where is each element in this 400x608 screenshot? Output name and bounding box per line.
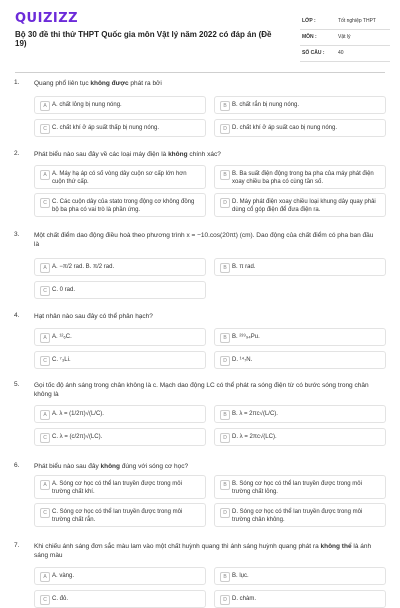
- question-4: [14, 312, 386, 372]
- option-b[interactable]: [214, 567, 386, 585]
- option-c[interactable]: [34, 351, 206, 369]
- option-c[interactable]: [34, 119, 206, 137]
- option-letter: B: [220, 333, 230, 343]
- question-text: Một chất điểm dao động điều hoà theo phương trình x = −10.cos(20πt) (cm). Dao động của chất điểm có pha ban đầu là: [34, 232, 374, 248]
- question-7: [14, 542, 386, 603]
- option-text: C. λ = (c/2π)√(LC).: [52, 434, 103, 440]
- option-a[interactable]: [34, 258, 206, 276]
- option-text: A. −π/2 rad. B. π/2 rad.: [52, 264, 115, 270]
- meta-key: MÔN :: [302, 34, 317, 40]
- option-text: D. ¹⁴₇N.: [232, 357, 253, 363]
- option-text: B. chất rắn bị nung nóng.: [232, 102, 300, 108]
- question-number: 7.: [14, 542, 20, 549]
- option-letter: C: [40, 124, 50, 134]
- option-text: D. Máy phát điện xoay chiều loại khung dây quay phải dùng cổ góp điện để đưa điện ra.: [232, 199, 376, 213]
- question-number: 5.: [14, 381, 20, 388]
- question-5: [14, 381, 386, 451]
- option-b[interactable]: [214, 258, 386, 276]
- option-text: A. Sóng cơ học có thể lan truyền được trong môi trường chất khí.: [52, 481, 182, 495]
- question-text: Gọi tốc độ ánh sáng trong chân không là c. Mạch dao động LC có thể phát ra sóng điện từ có bước sóng trong chân không là: [34, 382, 369, 398]
- option-text: A. ¹²₆C.: [52, 334, 72, 340]
- option-letter: C: [40, 356, 50, 366]
- option-a[interactable]: [34, 567, 206, 585]
- option-letter: A: [40, 170, 50, 180]
- option-letter: A: [40, 572, 50, 582]
- option-text: A. Máy hạ áp có số vòng dây cuộn sơ cấp lớn hơn cuộn thứ cấp.: [52, 171, 187, 185]
- meta-row-class: [300, 14, 390, 30]
- option-text: D. chàm.: [232, 596, 257, 602]
- meta-value: 40: [338, 50, 344, 56]
- option-letter: A: [40, 410, 50, 420]
- question-text: Quang phổ liên tục không được phát ra bởi: [34, 80, 162, 87]
- option-letter: B: [220, 263, 230, 273]
- option-text: C. ⁷₃Li.: [52, 357, 71, 363]
- option-c[interactable]: [34, 503, 206, 527]
- question-1: [14, 79, 386, 139]
- option-d[interactable]: [214, 119, 386, 137]
- meta-table: [300, 14, 390, 62]
- option-b[interactable]: [214, 405, 386, 423]
- option-letter: B: [220, 410, 230, 420]
- option-letter: B: [220, 170, 230, 180]
- header-divider: [15, 72, 385, 73]
- option-text: D. chất khí ở áp suất cao bị nung nóng.: [232, 125, 338, 131]
- option-text: B. Sóng cơ học có thể lan truyền được trong môi trường chất lỏng.: [232, 481, 362, 495]
- option-text: B. π rad.: [232, 264, 256, 270]
- question-number: 1.: [14, 79, 20, 86]
- meta-value: Tốt nghiệp THPT: [338, 18, 376, 24]
- question-text: Phát biểu nào sau đây không đúng với sóng cơ học?: [34, 463, 189, 470]
- question-text: Khi chiếu ánh sáng đơn sắc màu lam vào một chất huỳnh quang thì ánh sáng huỳnh quang phát ra không thể là ánh sáng màu: [34, 543, 372, 559]
- option-d[interactable]: [214, 428, 386, 446]
- option-b[interactable]: [214, 165, 386, 189]
- option-c[interactable]: [34, 193, 206, 217]
- option-text: C. 0 rad.: [52, 287, 76, 293]
- option-text: C. Sóng cơ học có thể lan truyền được trong môi trường chất rắn.: [52, 509, 183, 523]
- option-letter: D: [220, 595, 230, 605]
- option-letter: C: [40, 508, 50, 518]
- option-text: C. đỏ.: [52, 596, 69, 602]
- option-c[interactable]: [34, 281, 206, 299]
- option-letter: C: [40, 595, 50, 605]
- option-c[interactable]: [34, 590, 206, 608]
- document-header: [0, 0, 400, 68]
- option-letter: A: [40, 333, 50, 343]
- question-text: Phát biểu nào sau đây về các loại máy điện là không chính xác?: [34, 151, 221, 158]
- option-text: A. chất lỏng bị nung nóng.: [52, 102, 122, 108]
- option-c[interactable]: [34, 428, 206, 446]
- option-a[interactable]: [34, 475, 206, 499]
- option-letter: A: [40, 480, 50, 490]
- option-d[interactable]: [214, 503, 386, 527]
- option-letter: D: [220, 433, 230, 443]
- option-a[interactable]: [34, 165, 206, 189]
- question-number: 2.: [14, 150, 20, 157]
- option-letter: B: [220, 572, 230, 582]
- question-2: [14, 150, 386, 220]
- quizizz-logo[interactable]: QUIZIZZ: [15, 11, 79, 26]
- option-text: C. Các cuộn dây của stato trong động cơ không đồng bộ ba pha có vai trò là phần ứng.: [52, 199, 195, 213]
- option-d[interactable]: [214, 193, 386, 217]
- option-letter: D: [220, 508, 230, 518]
- document-title: Bộ 30 đề thi thử THPT Quốc gia môn Vật lý năm 2022 có đáp án (Đề 19): [15, 30, 272, 48]
- option-text: B. lục.: [232, 573, 249, 579]
- option-letter: C: [40, 286, 50, 296]
- option-text: B. ²³⁹₉₄Pu.: [232, 334, 260, 340]
- option-text: C. chất khí ở áp suất thấp bị nung nóng.: [52, 125, 160, 131]
- option-letter: A: [40, 101, 50, 111]
- option-letter: B: [220, 480, 230, 490]
- option-b[interactable]: [214, 328, 386, 346]
- meta-key: SỐ CÂU :: [302, 50, 325, 56]
- option-letter: A: [40, 263, 50, 273]
- meta-value: Vật lý: [338, 34, 351, 40]
- meta-key: LỚP :: [302, 18, 316, 24]
- option-b[interactable]: [214, 475, 386, 499]
- question-text: Hạt nhân nào sau đây có thể phân hạch?: [34, 313, 153, 320]
- meta-row-subject: [300, 30, 390, 46]
- option-d[interactable]: [214, 351, 386, 369]
- option-a[interactable]: [34, 405, 206, 423]
- option-letter: D: [220, 356, 230, 366]
- question-6: [14, 462, 386, 532]
- option-text: B. λ = 2πc√(L/C).: [232, 411, 278, 417]
- option-text: A. vàng.: [52, 573, 75, 579]
- question-3: [14, 231, 386, 301]
- option-b[interactable]: [214, 96, 386, 114]
- option-text: B. Ba suất điện động trong ba pha của máy phát điện xoay chiều ba pha có cùng tần số.: [232, 171, 374, 185]
- option-letter: B: [220, 101, 230, 111]
- option-text: D. Sóng cơ học có thể lan truyền được trong môi trường chân không.: [232, 509, 363, 523]
- option-letter: D: [220, 124, 230, 134]
- question-number: 6.: [14, 462, 20, 469]
- option-a[interactable]: [34, 328, 206, 346]
- question-number: 3.: [14, 231, 20, 238]
- meta-row-count: [300, 46, 390, 62]
- option-letter: C: [40, 198, 50, 208]
- option-a[interactable]: [34, 96, 206, 114]
- option-letter: D: [220, 198, 230, 208]
- option-text: D. λ = 2πc√(LC).: [232, 434, 277, 440]
- option-text: A. λ = (1/2π)√(L/C).: [52, 411, 104, 417]
- question-number: 4.: [14, 312, 20, 319]
- option-letter: C: [40, 433, 50, 443]
- option-d[interactable]: [214, 590, 386, 608]
